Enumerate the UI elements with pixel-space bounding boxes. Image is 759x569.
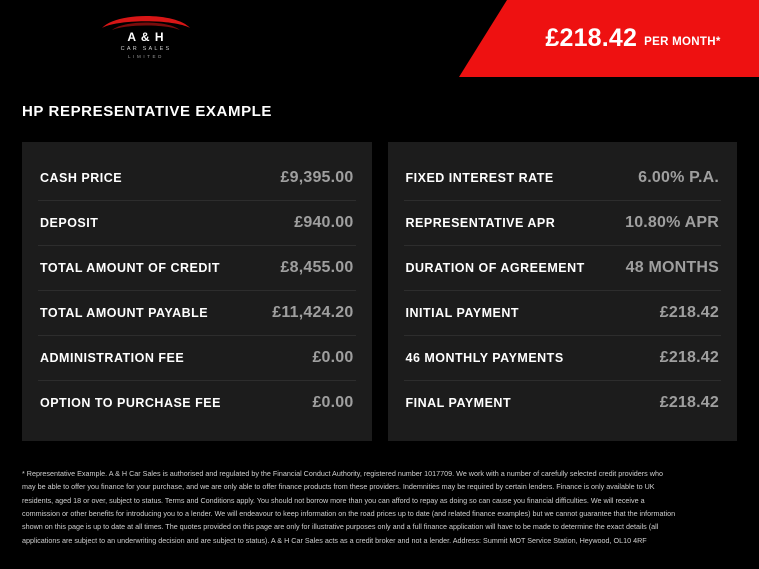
row-value: 6.00% P.A. (638, 169, 719, 186)
table-row (404, 246, 722, 291)
monthly-price-badge (507, 0, 759, 77)
finance-details-panels (0, 120, 759, 441)
price-amount: £218.42 (545, 24, 638, 52)
row-label: INITIAL PAYMENT (405, 306, 520, 320)
row-label: OPTION TO PURCHASE FEE (40, 396, 221, 410)
row-value: 48 MONTHS (625, 259, 719, 276)
table-row (38, 156, 356, 201)
row-value: £0.00 (312, 349, 354, 366)
row-value: £8,455.00 (280, 259, 354, 276)
table-row (404, 291, 722, 336)
row-label: TOTAL AMOUNT OF CREDIT (40, 261, 220, 275)
row-label: 46 MONTHLY PAYMENTS (405, 351, 564, 365)
row-label: FIXED INTEREST RATE (405, 171, 554, 185)
table-row (404, 201, 722, 246)
table-row (38, 381, 356, 425)
row-label: DEPOSIT (40, 216, 99, 230)
row-value: £218.42 (659, 304, 719, 321)
row-value: £218.42 (659, 349, 719, 366)
row-label: ADMINISTRATION FEE (40, 351, 185, 365)
logo-sub2-text: LIMITED (128, 54, 164, 59)
row-label: CASH PRICE (40, 171, 123, 185)
row-value: £940.00 (294, 214, 354, 231)
price-period: PER MONTH* (644, 35, 721, 48)
page-title: HP REPRESENTATIVE EXAMPLE (22, 103, 273, 120)
row-value: £9,395.00 (280, 169, 354, 186)
row-label: DURATION OF AGREEMENT (405, 261, 585, 275)
disclaimer-text: * Representative Example. A & H Car Sales is authorised and regulated by the Financial Conduct Authority, registered number 1017709. We work with a number of carefully selected credit providers who may be able to offer you finance for your purchase, and we are only able to offer finance products from these providers. Indemnities may be required by certain lenders. Finance is only available to UK residents, aged 18 or over, subject to status. Terms and Conditions apply. You should not borrow more than you can afford to repay as doing so can cause you financial difficulties. We will receive a commission or other benefits for introducing you to a lender. We will endeavour to keep information on the road prices up to date (and related finance examples) but we cannot guarantee that the information shown on this page is up to date at all times. The quotes provided on this page are only for illustrative purposes only and a full finance application will have to be made to determine the exact details (all applications are subject to an underwriting decision and are subject to status). A & H Car Sales acts as a credit broker and not a lender. Address: Summit MOT Service Station, Heywood, OL10 4RF (22, 469, 676, 545)
row-value: £218.42 (659, 394, 719, 411)
car-swoosh-icon (98, 10, 194, 32)
logo-sub-text: CAR SALES (120, 46, 172, 52)
table-row (38, 336, 356, 381)
table-row (404, 156, 722, 201)
row-value: £11,424.20 (272, 304, 354, 321)
row-value: £0.00 (312, 394, 354, 411)
table-row (404, 381, 722, 425)
table-row (38, 291, 356, 336)
row-value: 10.80% APR (625, 214, 719, 231)
table-row (38, 246, 356, 291)
table-row (404, 336, 722, 381)
row-label: REPRESENTATIVE APR (405, 216, 556, 230)
page-header (0, 0, 759, 77)
table-row (38, 201, 356, 246)
left-details-panel (22, 142, 372, 441)
right-details-panel (388, 142, 738, 441)
logo-main-text: A & H (127, 30, 165, 44)
company-logo (86, 10, 206, 68)
row-label: TOTAL AMOUNT PAYABLE (40, 306, 209, 320)
row-label: FINAL PAYMENT (405, 396, 512, 410)
